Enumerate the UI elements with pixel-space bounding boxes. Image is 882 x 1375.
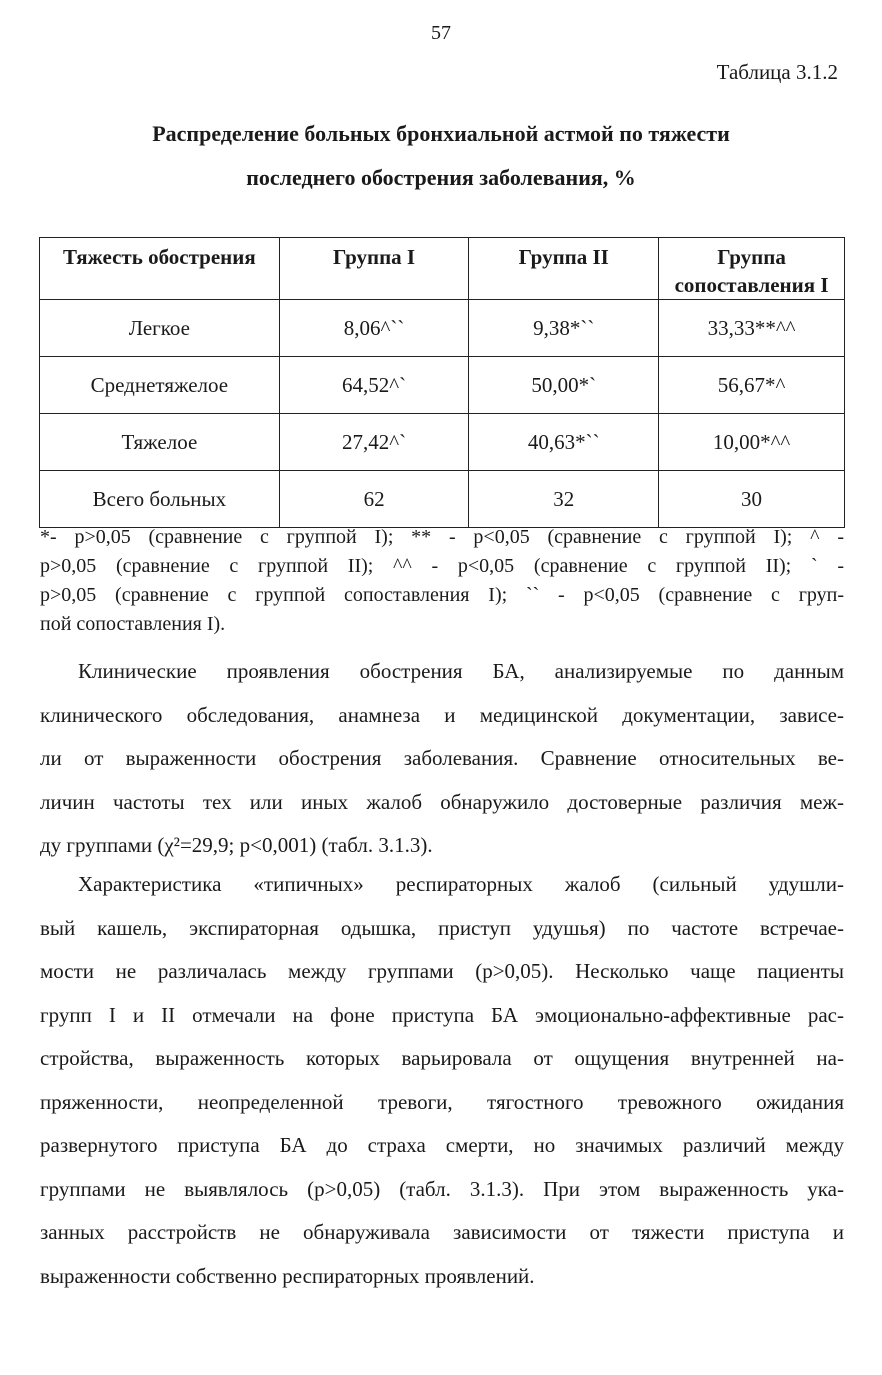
text-line: группами не выявлялось (p>0,05) (табл. 3.1.3). При этом выраженность ука- [40,1176,844,1201]
table-cell: 50,00*` [469,357,659,414]
table-cell: 27,42^` [279,414,469,471]
table-label: Таблица 3.1.2 [716,60,838,84]
text-line: мости не различалась между группами (p>0,05). Несколько чаще пациенты [40,959,844,983]
text-line: групп I и II отмечали на фоне приступа БА эмоционально-аффективные рас- [40,1002,844,1027]
footnote-line: пой сопоставления I). [40,613,226,635]
table-row [40,414,845,471]
table-footnote [40,523,844,639]
table-cell: 9,38*`` [469,300,659,357]
header-group-2: Группа II [469,238,659,300]
text-line: развернутого приступа БА до страха смерти, но значимых различий между [40,1133,844,1157]
footnote-line: p>0,05 (сравнение с группой II); ^^ - p<0,05 (сравнение с группой II); ` - [40,555,844,577]
table-cell: 40,63*`` [469,414,659,471]
table-cell: 64,52^` [279,357,469,414]
text-line: занных расстройств не обнаруживала зависимости от тяжести приступа и [40,1220,844,1244]
paragraph-1 [40,650,844,868]
severity-table [39,237,845,528]
caption-line: Распределение больных бронхиальной астмой по тяжести [152,121,730,146]
row-label: Легкое [40,300,280,357]
table-cell: 30 [659,471,845,528]
text-line: личин частоты тех или иных жалоб обнаружило достоверные различия меж- [40,789,844,814]
text-line: ду группами (χ²=29,9; p<0,001) (табл. 3.1.3). [40,833,433,857]
text-line: клинического обследования, анамнеза и медицинской документации, зависе- [40,702,844,727]
table-cell: 62 [279,471,469,528]
text-line: Характеристика «типичных» респираторных жалоб (сильный удушли- [78,872,844,896]
footnote-line: *- p>0,05 (сравнение с группой I); ** - p<0,05 (сравнение с группой I); ^ - [40,526,844,548]
table-row [40,471,845,528]
table-cell: 56,67*^ [659,357,845,414]
table-cell: 33,33**^^ [659,300,845,357]
text-line: пряженности, неопределенной тревоги, тягостного тревожного ожидания [40,1089,844,1114]
table-row [40,357,845,414]
footnote-line: p>0,05 (сравнение с группой сопоставления I); `` - p<0,05 (сравнение с груп- [40,584,844,606]
caption-line: последнего обострения заболевания, % [246,165,636,190]
paragraph-2 [40,863,844,1298]
header-group-1: Группа I [279,238,469,300]
table-caption [40,112,842,200]
table-cell: 10,00*^^ [659,414,845,471]
table-row [40,300,845,357]
row-label: Среднетяжелое [40,357,280,414]
page-number: 57 [431,22,451,44]
text-line: Клинические проявления обострения БА, анализируемые по данным [78,659,844,683]
table-cell: 8,06^`` [279,300,469,357]
text-line: выраженности собственно респираторных проявлений. [40,1263,535,1288]
table-header-row [40,238,845,300]
table-cell: 32 [469,471,659,528]
header-severity: Тяжесть обострения [40,238,280,300]
header-comparison-group: Группа сопоставления I [659,238,845,300]
text-line: стройства, выраженность которых варьировала от ощущения внутренней на- [40,1046,844,1070]
row-label: Тяжелое [40,414,280,471]
text-line: ли от выраженности обострения заболевания. Сравнение относительных ве- [40,746,844,770]
text-line: вый кашель, экспираторная одышка, приступ удушья) по частоте встречае- [40,915,844,940]
row-label: Всего больных [40,471,280,528]
